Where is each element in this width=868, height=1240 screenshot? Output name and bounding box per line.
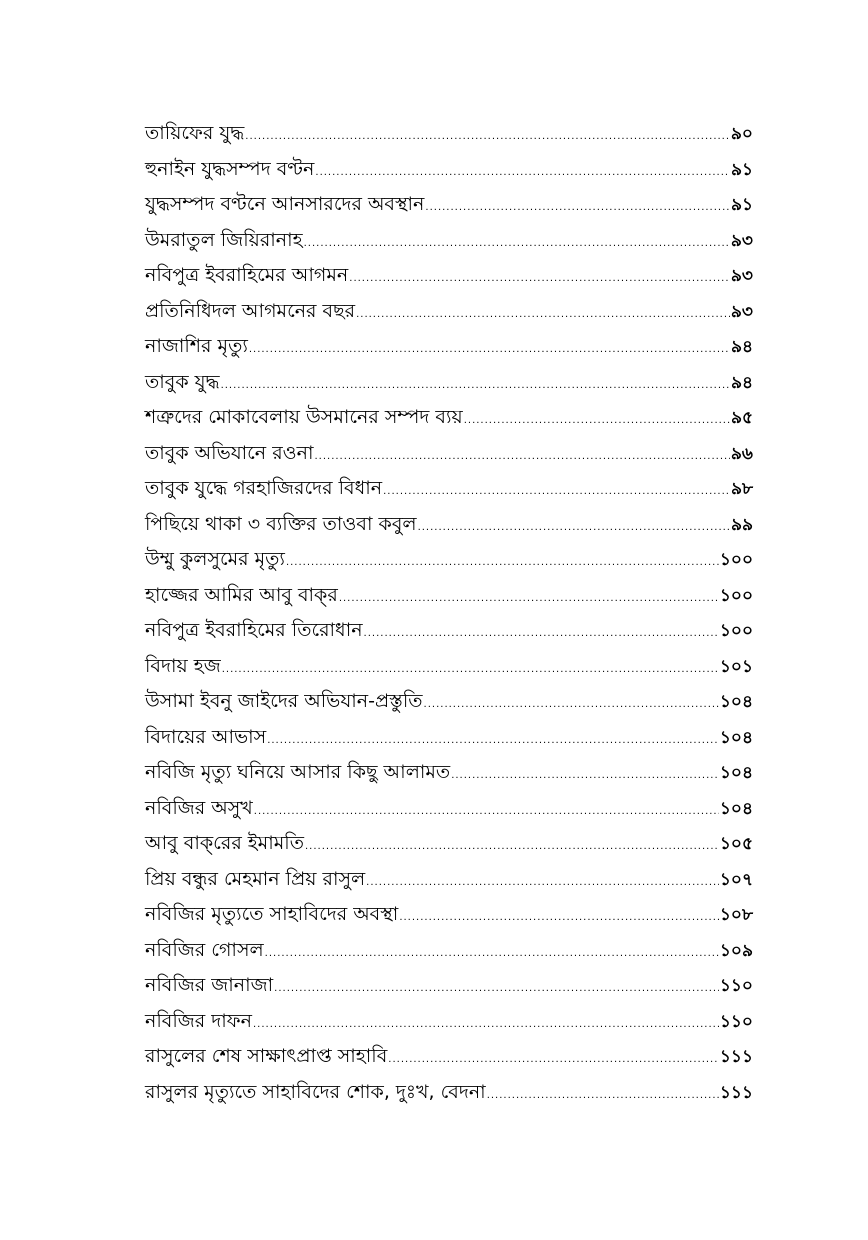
entry-page-number: ১০০ [719, 621, 753, 641]
toc-entry [145, 436, 753, 472]
entry-page-number: ১০০ [719, 585, 753, 606]
entry-title: রাসুলের শেষ সাক্ষাৎপ্রাপ্ত সাহাবি [145, 1045, 388, 1067]
toc-entry [145, 897, 753, 933]
entry-page-number: ১০৭ [719, 869, 753, 890]
entry-title: প্রিয় বন্ধুর মেহমান প্রিয় রাসুল [145, 867, 366, 890]
dot-leader [464, 416, 730, 426]
entry-page-number: ১০৫ [719, 834, 753, 854]
entry-title: তায়িফের যুদ্ধ [145, 122, 245, 144]
entry-page-number: ১০০ [719, 550, 753, 570]
toc-entry [145, 862, 753, 898]
entry-page-number: ৯০ [730, 124, 753, 144]
entry-title: নবিপুত্র ইবরাহিমের তিরোধান [145, 619, 363, 641]
toc-entry [145, 223, 753, 259]
entry-title: পিছিয়ে থাকা ৩ ব্যক্তির তাওবা কবুল [145, 512, 417, 535]
dot-leader [274, 984, 719, 994]
dot-leader [356, 310, 730, 320]
entry-page-number: ১১০ [719, 1011, 753, 1032]
toc-entry [145, 791, 753, 827]
entry-title: নবিজির মৃত্যুতে সাহাবিদের অবস্থা [145, 903, 399, 925]
toc-entry [145, 720, 753, 756]
entry-page-number: ১০৮ [719, 905, 753, 925]
entry-page-number: ৯৫ [730, 408, 753, 428]
toc-entry [145, 1075, 753, 1111]
entry-title: বিদায়ের আভাস [145, 725, 267, 748]
entry-title: নবিজির গোসল [145, 938, 264, 961]
dot-leader [383, 487, 730, 497]
entry-title: নবিপুত্র ইবরাহিমের আগমন [145, 264, 349, 286]
dot-leader [267, 736, 719, 746]
dot-leader [451, 771, 719, 781]
toc-entry [145, 613, 753, 649]
entry-title: নাজাশির মৃত্যু [145, 335, 248, 357]
entry-title: রাসুলর মৃত্যুতে সাহাবিদের শোক, দুঃখ, বেদনা [145, 1080, 486, 1103]
entry-page-number: ১০৪ [719, 727, 753, 748]
toc-entry [145, 755, 753, 791]
entry-title: হাজ্জের আমির আবু বাক্‌র [145, 583, 338, 606]
entry-page-number: ৯৩ [730, 230, 753, 251]
toc-entry [145, 933, 753, 969]
toc-entry [145, 684, 753, 720]
entry-title: তাবুক অভিযানে রওনা [145, 441, 314, 464]
dot-leader [265, 949, 719, 959]
dot-leader [245, 132, 730, 142]
toc-entry [145, 152, 753, 188]
toc-entry [145, 968, 753, 1004]
entry-title: তাবুক যুদ্ধ [145, 370, 220, 393]
toc-entry [145, 507, 753, 543]
entry-title: নবিজির জানাজা [145, 974, 274, 996]
entry-title: উম্মু কুলসুমের মৃত্যু [145, 548, 285, 570]
dot-leader [315, 168, 730, 178]
toc-entry [145, 365, 753, 401]
entry-page-number: ৯৬ [730, 443, 753, 464]
toc-entry [145, 400, 753, 436]
entry-title: তাবুক যুদ্ধে গরহাজিরদের বিধান [145, 477, 383, 499]
dot-leader [254, 807, 719, 817]
entry-page-number: ৯১ [730, 195, 753, 215]
entry-page-number: ১১১ [719, 1047, 753, 1067]
entry-page-number: ১০১ [719, 656, 753, 677]
entry-page-number: ১০৪ [719, 763, 753, 783]
entry-page-number: ৯৩ [730, 266, 753, 286]
dot-leader [249, 345, 730, 355]
entry-page-number: ৯৪ [730, 337, 753, 357]
entry-page-number: ৯৯ [730, 514, 753, 535]
dot-leader [222, 665, 719, 675]
entry-page-number: ১০৪ [719, 692, 753, 712]
entry-page-number: ১১১ [719, 1082, 753, 1103]
toc-entry [145, 542, 753, 578]
entry-page-number: ৯৩ [730, 301, 753, 322]
toc-entry [145, 578, 753, 614]
entry-title: প্রতিনিধিদল আগমনের বছর [145, 299, 356, 322]
entry-title: নবিজির দাফন [145, 1009, 252, 1032]
dot-leader [418, 523, 730, 533]
dot-leader [339, 594, 719, 604]
dot-leader [253, 1020, 719, 1030]
entry-page-number: ৯১ [730, 159, 753, 180]
dot-leader [314, 452, 729, 462]
entry-title: বিদায় হজ [145, 654, 221, 677]
dot-leader [364, 629, 719, 639]
dot-leader [286, 558, 719, 568]
toc-entry [145, 294, 753, 330]
dot-leader [304, 239, 730, 249]
entry-page-number: ৯৪ [730, 372, 753, 393]
dot-leader [366, 878, 719, 888]
entry-title: নবিজি মৃত্যু ঘনিয়ে আসার কিছু আলামত [145, 761, 451, 783]
toc-entry [145, 649, 753, 685]
entry-page-number: ১০৯ [719, 940, 753, 961]
dot-leader [305, 842, 719, 852]
entry-title: নবিজির অসুখ [145, 796, 253, 819]
toc-entry [145, 1039, 753, 1075]
dot-leader [425, 203, 730, 213]
entry-title: আবু বাক্‌রের ইমামতি [145, 832, 304, 854]
table-of-contents [145, 116, 753, 1110]
entry-title: উমরাতুল জিয়িরানাহ [145, 228, 303, 251]
dot-leader [388, 1055, 719, 1065]
entry-page-number: ১১০ [719, 976, 753, 996]
toc-entry [145, 826, 753, 862]
dot-leader [349, 274, 730, 284]
toc-entry [145, 187, 753, 223]
toc-entry [145, 471, 753, 507]
entry-title: হুনাইন যুদ্ধসম্পদ বণ্টন [145, 157, 315, 180]
entry-page-number: ১০৪ [719, 798, 753, 819]
toc-entry [145, 258, 753, 294]
entry-title: যুদ্ধসম্পদ বণ্টনে আনসারদের অবস্থান [145, 193, 425, 215]
dot-leader [399, 913, 719, 923]
entry-page-number: ৯৮ [730, 479, 753, 499]
dot-leader [424, 700, 719, 710]
dot-leader [487, 1091, 719, 1101]
entry-title: উসামা ইবনু জাইদের অভিযান-প্রস্তুতি [145, 690, 423, 712]
toc-entry [145, 1004, 753, 1040]
entry-title: শত্রুদের মোকাবেলায় উসমানের সম্পদ ব্যয় [145, 406, 463, 428]
toc-entry [145, 329, 753, 365]
toc-entry [145, 116, 753, 152]
dot-leader [221, 381, 730, 391]
